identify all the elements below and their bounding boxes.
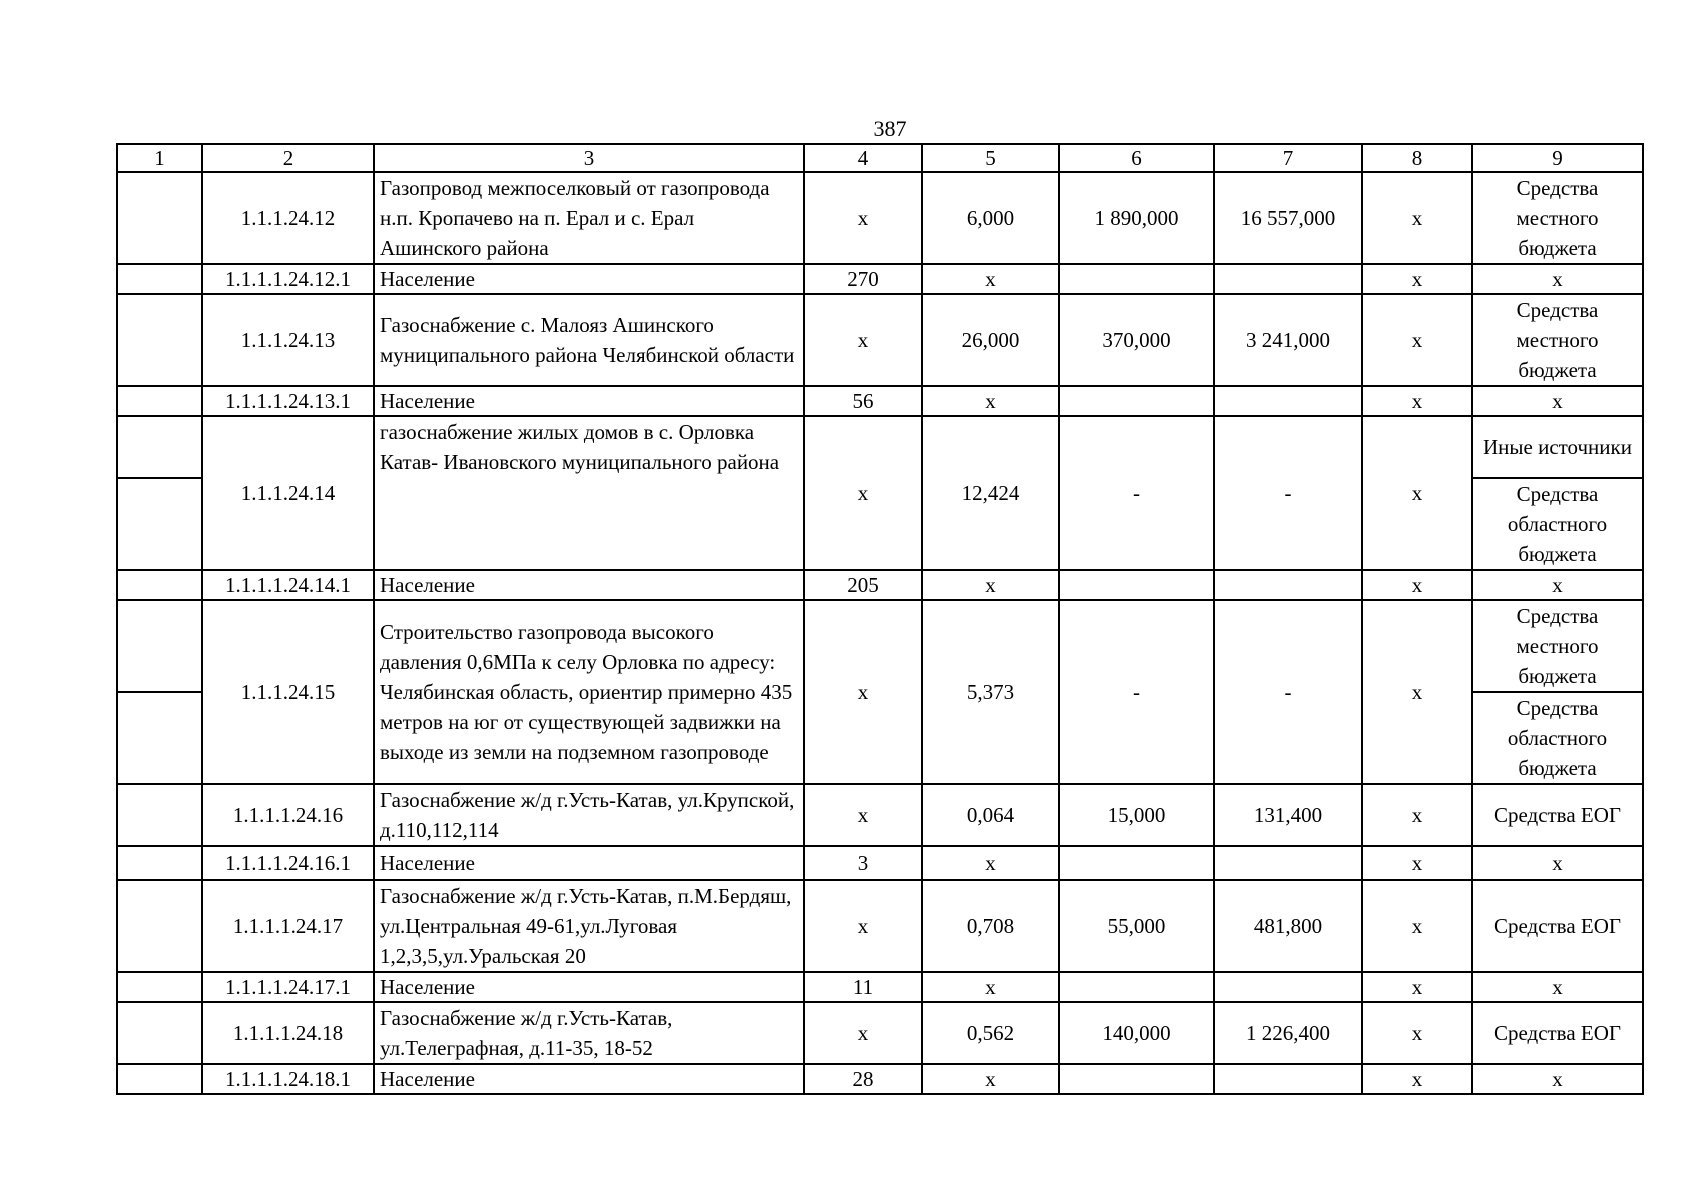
table-row: [117, 972, 1643, 1002]
cell-col4: х: [804, 880, 922, 972]
cell-col5: 26,000: [922, 294, 1059, 386]
column-header: 2: [202, 144, 374, 172]
cell-funding-source: Средства областного бюджета: [1472, 478, 1643, 570]
row-code: 1.1.1.1.24.12.1: [202, 264, 374, 294]
row-code: 1.1.1.1.24.14.1: [202, 570, 374, 600]
cell-col8: х: [1362, 880, 1472, 972]
cell-col6: 55,000: [1059, 880, 1214, 972]
table-row: [117, 294, 1643, 386]
cell-col6: -: [1059, 416, 1214, 570]
cell-col4: х: [804, 1002, 922, 1064]
row-name: Население: [374, 846, 804, 880]
cell-col9: х: [1472, 972, 1643, 1002]
cell-col8: х: [1362, 1064, 1472, 1094]
row-name: Газоснабжение ж/д г.Усть-Катав, ул.Крупской, д.110,112,114: [374, 784, 804, 846]
table-row: [117, 570, 1643, 600]
cell-empty: [1059, 972, 1214, 1002]
cell-funding-source: Средства областного бюджета: [1472, 692, 1643, 784]
cell-empty: [1214, 570, 1362, 600]
row-name: Газоснабжение ж/д г.Усть-Катав, п.М.Бердяш, ул.Центральная 49-61,ул.Луговая 1,2,3,5,ул.Уральская 20: [374, 880, 804, 972]
cell-col4: 3: [804, 846, 922, 880]
row-code: 1.1.1.24.15: [202, 600, 374, 784]
cell-col8: х: [1362, 846, 1472, 880]
cell-funding-source: Средства ЕОГ: [1472, 1002, 1643, 1064]
row-code: 1.1.1.1.24.17: [202, 880, 374, 972]
cell-col8: х: [1362, 386, 1472, 416]
cell-empty: [117, 784, 202, 846]
cell-col8: х: [1362, 294, 1472, 386]
row-name: Строительство газопровода высокого давления 0,6МПа к селу Орловка по адресу: Челябинская область, ориентир примерно 435 метров на юг от существующей задвижки на выходе из земли на подземном газопроводе: [374, 600, 804, 784]
column-header: 4: [804, 144, 922, 172]
cell-empty: [1059, 386, 1214, 416]
row-code: 1.1.1.1.24.13.1: [202, 386, 374, 416]
cell-col4: 28: [804, 1064, 922, 1094]
cell-empty: [1214, 972, 1362, 1002]
cell-funding-source: Средства местного бюджета: [1472, 172, 1643, 264]
cell-col6: 1 890,000: [1059, 172, 1214, 264]
column-header: 5: [922, 144, 1059, 172]
cell-empty: [117, 294, 202, 386]
cell-col4: 56: [804, 386, 922, 416]
table-row: [117, 880, 1643, 972]
column-header: 7: [1214, 144, 1362, 172]
cell-col6: 15,000: [1059, 784, 1214, 846]
cell-empty: [117, 600, 202, 692]
cell-col4: 205: [804, 570, 922, 600]
row-name: Население: [374, 264, 804, 294]
table-row: [117, 386, 1643, 416]
cell-col7: 131,400: [1214, 784, 1362, 846]
document-table: [116, 143, 1644, 1095]
row-name: Население: [374, 386, 804, 416]
row-name: Газоснабжение ж/д г.Усть-Катав, ул.Телеграфная, д.11-35, 18-52: [374, 1002, 804, 1064]
cell-empty: [117, 880, 202, 972]
cell-col9: х: [1472, 846, 1643, 880]
cell-col5: х: [922, 570, 1059, 600]
row-code: 1.1.1.24.13: [202, 294, 374, 386]
row-name: Газоснабжение с. Малояз Ашинского муниципального района Челябинской области: [374, 294, 804, 386]
cell-col5: х: [922, 972, 1059, 1002]
cell-funding-source: Средства ЕОГ: [1472, 880, 1643, 972]
cell-empty: [1059, 846, 1214, 880]
row-name: Население: [374, 570, 804, 600]
cell-col7: 481,800: [1214, 880, 1362, 972]
cell-col5: 0,562: [922, 1002, 1059, 1064]
cell-col4: х: [804, 600, 922, 784]
cell-col8: х: [1362, 570, 1472, 600]
cell-col6: -: [1059, 600, 1214, 784]
column-header: 1: [117, 144, 202, 172]
cell-col4: 270: [804, 264, 922, 294]
cell-col5: 5,373: [922, 600, 1059, 784]
cell-funding-source: Средства ЕОГ: [1472, 784, 1643, 846]
cell-funding-source: Средства местного бюджета: [1472, 600, 1643, 692]
cell-empty: [117, 1064, 202, 1094]
cell-col8: х: [1362, 264, 1472, 294]
cell-funding-source: Иные источники: [1472, 416, 1643, 478]
cell-col8: х: [1362, 1002, 1472, 1064]
cell-col6: 370,000: [1059, 294, 1214, 386]
table-row: [117, 1002, 1643, 1064]
row-code: 1.1.1.1.24.16: [202, 784, 374, 846]
cell-empty: [117, 692, 202, 784]
cell-col9: х: [1472, 570, 1643, 600]
row-code: 1.1.1.1.24.18.1: [202, 1064, 374, 1094]
cell-col9: х: [1472, 264, 1643, 294]
cell-col5: х: [922, 264, 1059, 294]
cell-empty: [117, 1002, 202, 1064]
cell-col5: 12,424: [922, 416, 1059, 570]
table-row: [117, 1064, 1643, 1094]
cell-empty: [117, 386, 202, 416]
cell-empty: [117, 264, 202, 294]
row-name: Газопровод межпоселковый от газопровода н.п. Кропачево на п. Ерал и с. Ерал Ашинского района: [374, 172, 804, 264]
column-header: 3: [374, 144, 804, 172]
cell-empty: [1059, 264, 1214, 294]
cell-empty: [1059, 570, 1214, 600]
row-code: 1.1.1.1.24.16.1: [202, 846, 374, 880]
cell-col7: 16 557,000: [1214, 172, 1362, 264]
cell-col4: х: [804, 416, 922, 570]
cell-col7: -: [1214, 416, 1362, 570]
table-row: [117, 172, 1643, 264]
cell-col5: х: [922, 846, 1059, 880]
column-number-row: [117, 144, 1643, 172]
cell-col6: 140,000: [1059, 1002, 1214, 1064]
row-code: 1.1.1.24.14: [202, 416, 374, 570]
cell-col8: х: [1362, 784, 1472, 846]
cell-col5: 0,064: [922, 784, 1059, 846]
row-name: Население: [374, 972, 804, 1002]
cell-empty: [117, 570, 202, 600]
column-header: 9: [1472, 144, 1643, 172]
cell-funding-source: Средства местного бюджета: [1472, 294, 1643, 386]
row-code: 1.1.1.24.12: [202, 172, 374, 264]
row-name: Население: [374, 1064, 804, 1094]
row-code: 1.1.1.1.24.17.1: [202, 972, 374, 1002]
cell-col4: 11: [804, 972, 922, 1002]
cell-empty: [1214, 846, 1362, 880]
row-name: газоснабжение жилых домов в с. Орловка Катав- Ивановского муниципального района: [374, 416, 804, 570]
cell-empty: [1059, 1064, 1214, 1094]
cell-col9: х: [1472, 386, 1643, 416]
cell-col8: х: [1362, 172, 1472, 264]
table-row: [117, 846, 1643, 880]
table-row: [117, 784, 1643, 846]
column-header: 8: [1362, 144, 1472, 172]
cell-col5: х: [922, 1064, 1059, 1094]
cell-col7: -: [1214, 600, 1362, 784]
row-code: 1.1.1.1.24.18: [202, 1002, 374, 1064]
cell-col5: 0,708: [922, 880, 1059, 972]
cell-empty: [1214, 386, 1362, 416]
cell-col5: х: [922, 386, 1059, 416]
cell-empty: [117, 416, 202, 478]
cell-empty: [117, 478, 202, 570]
cell-col8: х: [1362, 972, 1472, 1002]
cell-empty: [117, 846, 202, 880]
column-header: 6: [1059, 144, 1214, 172]
table-row: [117, 416, 1643, 478]
cell-col7: 1 226,400: [1214, 1002, 1362, 1064]
cell-empty: [117, 972, 202, 1002]
cell-col4: х: [804, 784, 922, 846]
table-row: [117, 264, 1643, 294]
cell-empty: [117, 172, 202, 264]
cell-col9: х: [1472, 1064, 1643, 1094]
cell-col5: 6,000: [922, 172, 1059, 264]
cell-empty: [1214, 264, 1362, 294]
cell-col7: 3 241,000: [1214, 294, 1362, 386]
cell-empty: [1214, 1064, 1362, 1094]
cell-col8: х: [1362, 416, 1472, 570]
cell-col8: х: [1362, 600, 1472, 784]
cell-col4: х: [804, 172, 922, 264]
table-row: [117, 600, 1643, 692]
cell-col4: х: [804, 294, 922, 386]
page-number: 387: [873, 116, 907, 141]
